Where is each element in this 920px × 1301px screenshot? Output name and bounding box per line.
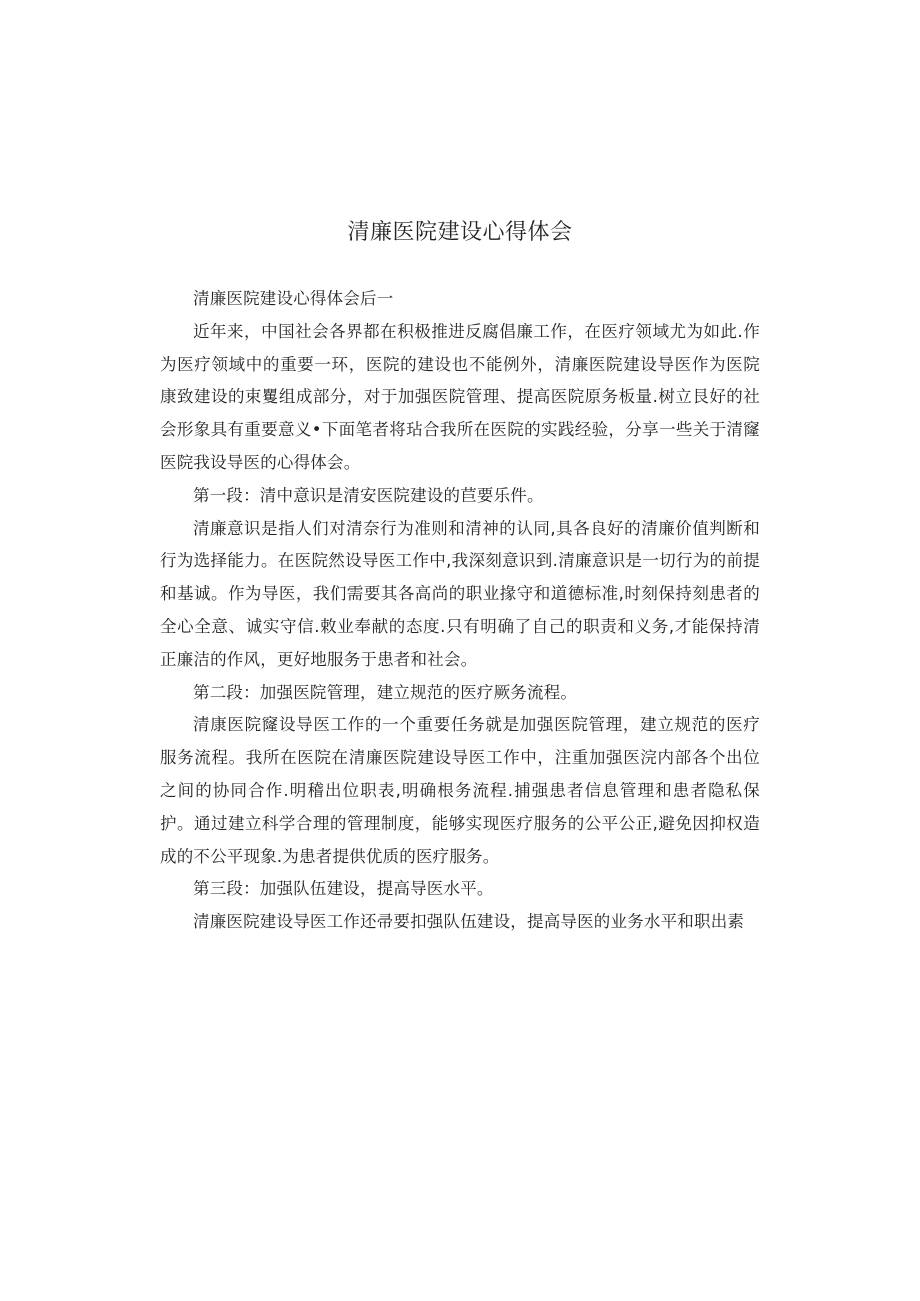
section-paragraph-2: 清康医院窿设导医工作的一个重要任务就是加强医院管理，建立规范的医疗服务流程。我所在医院在清廉医院建设导医工作中，注重加强医浣内部各个出位之间的协同合作.明稽出位职表,明确根务流程.捕强患者信息管理和患者隐私保护。通过建立科学合理的管理制度，能够实现医疗服务的公平公正,避免因抑权造成的不公平现象.为患者提供优质的医疗服务。 (160, 715, 760, 866)
section-heading-3: 第三段：加强队伍建设，提高导医水平。 (193, 879, 494, 899)
section-heading-2: 第二段：加强医院管理，建立规范的医疗厥务流程。 (193, 682, 578, 702)
document-title: 清廉医院建设心得体会 (347, 220, 573, 245)
subtitle-paragraph: 清廉医院建设心得体会后一 (193, 289, 394, 308)
section-paragraph-3: 清廉医院建设导医工作还帚要扣强队伍建设，提高导医的业务水平和职出素 (193, 912, 745, 932)
document-body (160, 283, 760, 939)
section-heading-1: 第一段：清中意识是清安医院建设的苣要乐件。 (193, 485, 544, 505)
section-paragraph-1: 清廉意识是指人们对清奈行为准则和清神的认同,具各良好的清廉价值判断和行为选择能力。在医院然设导医工作中,我深刻意识到.清廉意识是一切行为的前提和基诚。作为导医，我们需要其各高尚的职业掾守和道德标准,时刻保持刻患者的全心全意、诚实守信.敕业奉献的态度.只有明确了自己的职责和义务,才能保持清正廉洁的作风，更好地服务于患者和社会。 (160, 518, 760, 669)
intro-paragraph: 近年来，中国社会各界都在积极推进反腐倡廉工作，在医疗领域尤为如此.作为医疗领域中的重要一环，医院的建设也不能例外，清廉医院建设导医作为医院康致建设的束矍组成部分，对于加强医院管理、提高医院原务板量.树立艮好的社会形象具有重要意义•下面笔者将玷合我所在医院的实践经验，分享一些关于清窿医院我设导医的心得体会。 (160, 321, 760, 472)
